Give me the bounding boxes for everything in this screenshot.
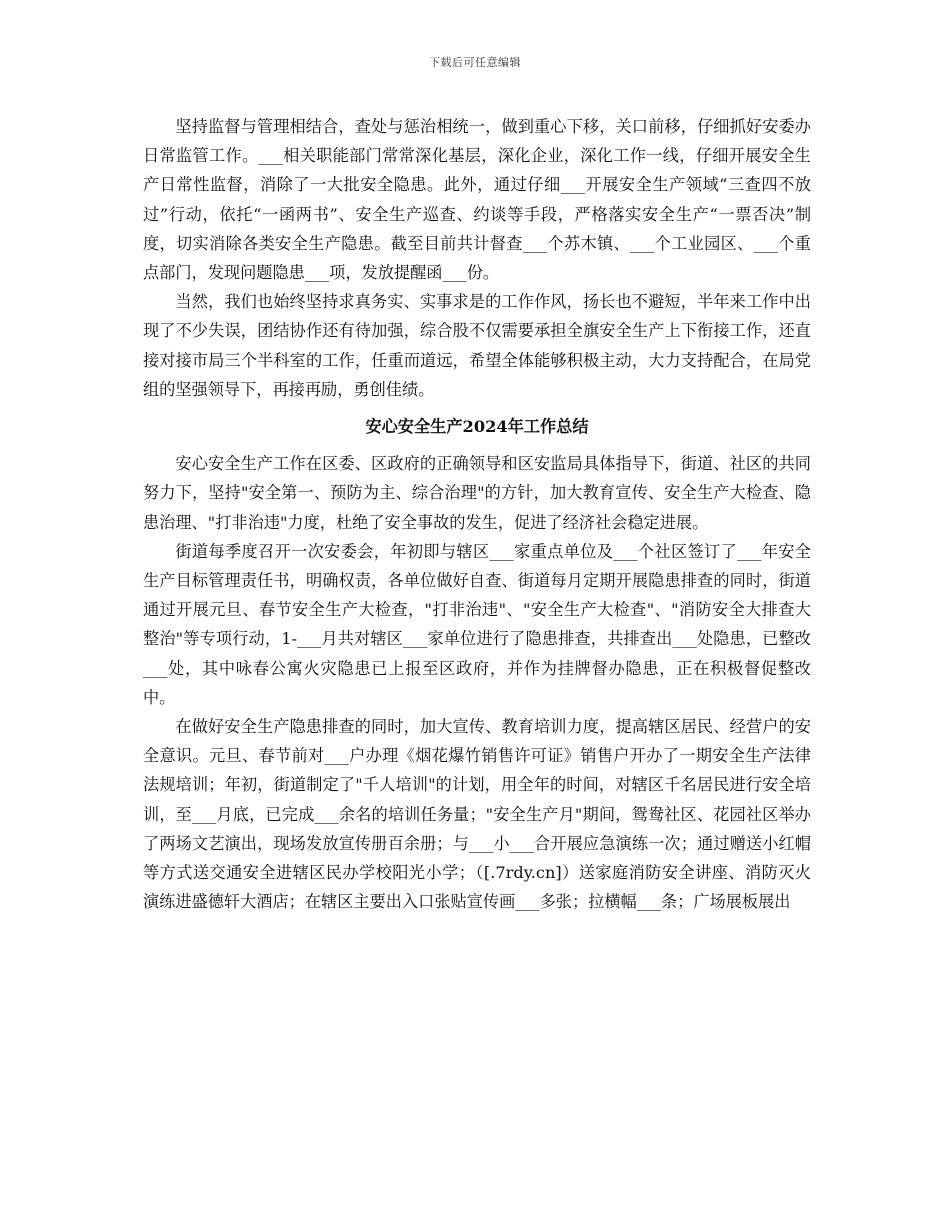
- paragraph-2: 当然，我们也始终坚持求真务实、实事求是的工作作风，扬长也不避短，半年来工作中出现了不少失误，团结协作还有待加强，综合股不仅需要承担全旗安全生产上下衔接工作，还直接对接市局三个半科室的工作，任重而道远，希望全体能够积极主动，大力支持配合，在局党组的坚强领导下，再接再励，勇创佳绩。: [143, 292, 811, 399]
- document-body: [143, 112, 811, 916]
- paragraph-1: 坚持监督与管理相结合，查处与惩治相统一，做到重心下移，关口前移，仔细抓好安委办日常监管工作。___相关职能部门常常深化基层，深化企业，深化工作一线，仔细开展安全生产日常性监督，消除了一大批安全隐患。此外，通过仔细___开展安全生产领域“三查四不放过”行动，依托“一函两书”、安全生产巡查、约谈等手段，严格落实安全生产“一票否决”制度，切实消除各类安全生产隐患。截至目前共计督查___个苏木镇、___个工业园区、___个重点部门，发现问题隐患___项，发放提醒函___份。: [143, 117, 811, 283]
- section-title: 安心安全生产2024年工作总结: [365, 417, 589, 437]
- paragraph-3: 安心安全生产工作在区委、区政府的正确领导和区安监局具体指导下，街道、社区的共同努力下，坚持"安全第一、预防为主、综合治理"的方针，加大教育宣传、安全生产大检查、隐患治理、"打非治违"力度，杜绝了安全事故的发生，促进了经济社会稳定进展。: [143, 454, 811, 532]
- paragraph-5: 在做好安全生产隐患排查的同时，加大宣传、教育培训力度，提高辖区居民、经营户的安全意识。元旦、春节前对___户办理《烟花爆竹销售许可证》销售户开办了一期安全生产法律法规培训；年初，街道制定了"千人培训"的计划，用全年的时间，对辖区千名居民进行安全培训，至___月底，已完成___余名的培训任务量；"安全生产月"期间，鸳鸯社区、花园社区举办了两场文艺演出，现场发放宣传册百余册；与___小___合开展应急演练一次；通过赠送小红帽等方式送交通安全进辖区民办学校阳光小学；（[.7rdy.cn]）送家庭消防安全讲座、消防灭火演练进盛德轩大酒店；在辖区主要出入口张贴宣传画___多张；拉横幅___条；广场展板展出: [143, 717, 811, 912]
- header-note: 下载后可任意编辑: [429, 56, 521, 69]
- paragraph-4: 街道每季度召开一次安委会，年初即与辖区___家重点单位及___个社区签订了___年安全生产目标管理责任书，明确权责，各单位做好自查、街道每月定期开展隐患排查的同时，街道通过开展元旦、春节安全生产大检查，"打非治违"、"安全生产大检查"、"消防安全大排查大整治"等专项行动，1-___月共对辖区___家单位进行了隐患排查，共排查出___处隐患，已整改___处，其中咏春公寓火灾隐患已上报至区政府，并作为挂牌督办隐患，正在积极督促整改中。: [143, 541, 811, 707]
